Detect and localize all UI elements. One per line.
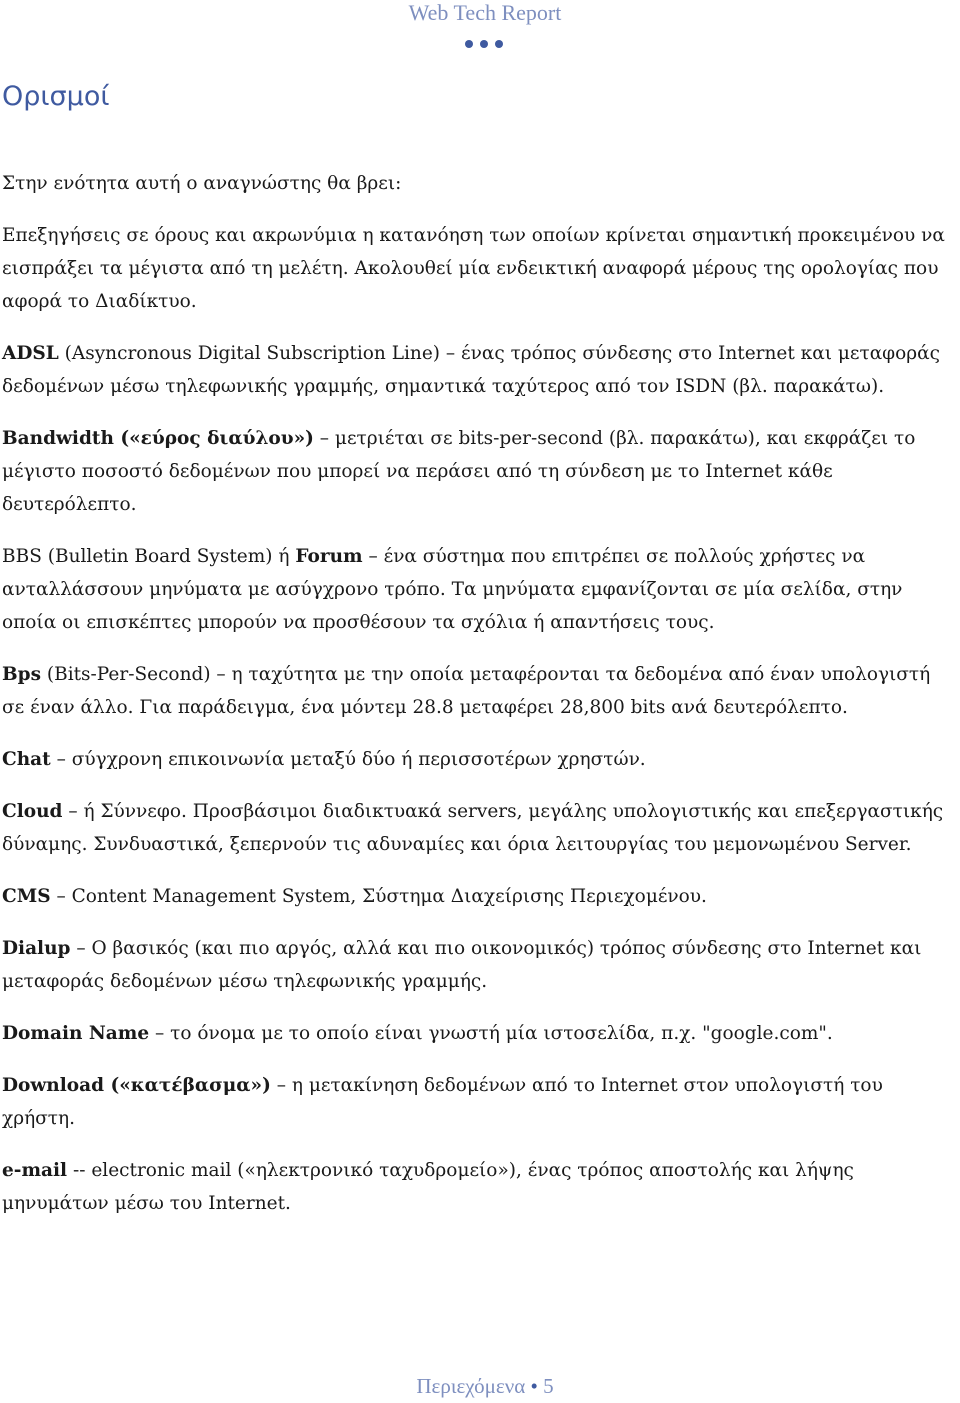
definition-bps — [2, 658, 957, 724]
definition-text: – ή Σύννεφο. Προσβάσιμοι διαδικτυακά servers, μεγάλης υπολογιστικής και επεξεργαστικής δύναμης. Συνδυαστικά, ξεπερνούν τις αδυναμίες και όρια λειτουργίας του μεμονωμένου Server. — [2, 801, 944, 855]
definition-chat — [2, 743, 957, 776]
bullet-icon: • — [530, 1374, 538, 1398]
intro-paragraph: Επεξηγήσεις σε όρους και ακρωνύμια η κατανόηση των οποίων κρίνεται σημαντική προκειμένου να εισπράξει τα μέγιστα από τη μελέτη. Ακολουθεί μία ενδεικτική αναφορά μέρους της ορολογίας που αφορά το Διαδίκτυο. — [2, 225, 945, 312]
section-title: Ορισμοί — [2, 81, 110, 112]
definition-term: Dialup — [2, 938, 71, 959]
intro-paragraph: Στην ενότητα αυτή ο αναγνώστης θα βρει: — [2, 173, 402, 194]
document-body — [2, 167, 957, 1239]
page-footer — [0, 1372, 960, 1400]
definition-text: (Bits-Per-Second) – η ταχύτητα με την οποία μεταφέρονται τα δεδομένα από έναν υπολογιστή σε έναν άλλο. Για παράδειγμα, ένα μόντεμ 28.8 μεταφέρει 28,800 bits ανά δευτερόλεπτο. — [2, 664, 931, 718]
definition-term: CMS — [2, 886, 51, 907]
definition-term: Chat — [2, 749, 51, 770]
header-dots-ornament — [465, 40, 505, 50]
definition-term: Download («κατέβασμα») — [2, 1075, 271, 1096]
definition-term: Forum — [295, 546, 363, 567]
definition-term: Bandwidth («εύρος διαύλου») — [2, 428, 314, 449]
dot-icon — [465, 40, 473, 48]
definition-bbs — [2, 540, 957, 639]
definition-text: -- electronic mail («ηλεκτρονικό ταχυδρομείο»), ένας τρόπος αποστολής και λήψης μηνυμάτων μέσω του Internet. — [2, 1160, 854, 1214]
dot-icon — [480, 40, 488, 48]
page-number: 5 — [543, 1374, 554, 1398]
definition-text: – η μετακίνηση δεδομένων από το Internet στον υπολογιστή του χρήστη. — [2, 1075, 883, 1129]
definition-domain-name — [2, 1017, 957, 1050]
definition-text: – Content Management System, Σύστημα Διαχείρισης Περιεχομένου. — [50, 886, 707, 907]
footer-label: Περιεχόμενα — [416, 1374, 526, 1398]
definition-term: ADSL — [2, 343, 59, 364]
definition-term: Cloud — [2, 801, 63, 822]
definition-dialup — [2, 932, 957, 998]
definition-term: Domain Name — [2, 1023, 150, 1044]
definition-text: – ένα σύστημα που επιτρέπει σε πολλούς χρήστες να ανταλλάσσουν μηνύματα με ασύγχρονο τρόπο. Τα μηνύματα εμφανίζονται σε μία σελίδα, στην οποία οι επισκέπτες μπορούν να προσθέσουν τα σχόλια ή απαντήσεις τους. — [2, 546, 903, 633]
definition-bandwidth — [2, 422, 957, 521]
definition-text: (Bulletin Board System) ή — [41, 546, 296, 567]
definition-download — [2, 1069, 957, 1135]
dot-icon — [495, 40, 503, 48]
definition-term: BBS — [2, 546, 42, 567]
definition-text: – Ο βασικός (και πιο αργός, αλλά και πιο οικονομικός) τρόπος σύνδεσης στο Internet και μεταφοράς δεδομένων μέσω τηλεφωνικής γραμμής. — [2, 938, 922, 992]
definition-text: – το όνομα με το οποίο είναι γνωστή μία ιστοσελίδα, π.χ. "google.com". — [149, 1023, 833, 1044]
definition-text: – σύγχρονη επικοινωνία μεταξύ δύο ή περισσοτέρων χρηστών. — [50, 749, 646, 770]
definition-cms — [2, 880, 957, 913]
definition-term: Bps — [2, 664, 41, 685]
definition-text: – μετριέται σε bits-per-second (βλ. παρακάτω), και εκφράζει το μέγιστο ποσοστό δεδομένων που μπορεί να περάσει από τη σύνδεση με το Internet κάθε δευτερόλεπτο. — [2, 428, 916, 515]
definition-adsl — [2, 337, 957, 403]
running-header-title: Web Tech Report — [408, 0, 562, 25]
definition-term: e-mail — [2, 1160, 68, 1181]
definition-email — [2, 1154, 957, 1220]
definition-cloud — [2, 795, 957, 861]
intro — [2, 167, 957, 318]
definition-text: (Asyncronous Digital Subscription Line) – ένας τρόπος σύνδεσης στο Internet και μεταφοράς δεδομένων μέσω τηλεφωνικής γραμμής, σημαντικά ταχύτερος από τον ISDN (βλ. παρακάτω). — [2, 343, 941, 397]
